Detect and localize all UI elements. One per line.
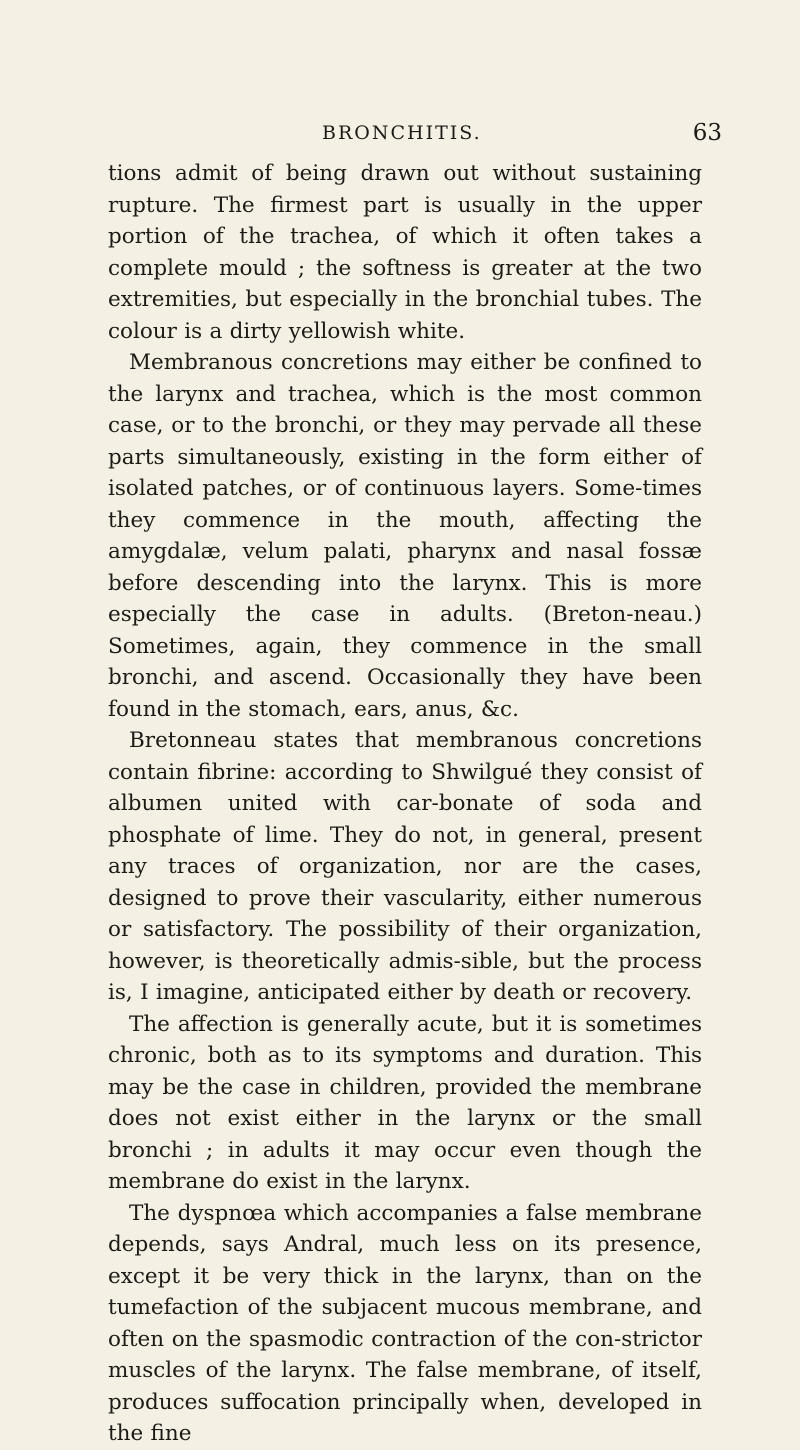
running-head	[0, 118, 800, 148]
paragraph-dyspnoea: The dyspnœa which accompanies a false membrane depends, says Andral, much less on its presence, except it be very thick in the larynx, than on the tumefaction of the subjacent mucous membrane, and often on the spasmodic contraction of the con-strictor muscles of the larynx. The false membrane, of itself, produces suffocation principally when, developed in the fine	[108, 1200, 702, 1446]
paragraph-membranous-concretions: Membranous concretions may either be confined to the larynx and trachea, which is the most common case, or to the bronchi, or they may pervade all these parts simultaneously, existing in the form either of isolated patches, or of continuous layers. Some-times they commence in the mouth, affecting the amygdalæ, velum palati, pharynx and nasal fossæ before descending into the larynx. This is more especially the case in adults. (Breton-neau.) Sometimes, again, they commence in the small bronchi, and ascend. Occasionally they have been found in the stomach, ears, anus, &c.	[108, 350, 702, 722]
body-text	[108, 158, 702, 1450]
running-title: BRONCHITIS.	[322, 122, 482, 144]
page-number: 63	[692, 120, 722, 146]
paragraph-continuation: tions admit of being drawn out without sustaining rupture. The firmest part is usually in the upper portion of the trachea, of which it often takes a complete mould ; the softness is greater at the two extremities, but especially in the bronchial tubes. The colour is a dirty yellowish white.	[108, 161, 702, 344]
paragraph-affection: The affection is generally acute, but it is sometimes chronic, both as to its symptoms and duration. This may be the case in children, provided the membrane does not exist either in the larynx or the small bronchi ; in adults it may occur even though the membrane do exist in the larynx.	[108, 1011, 702, 1194]
paragraph-bretonneau: Bretonneau states that membranous concretions contain fibrine: according to Shwilgué they consist of albumen united with car-bonate of soda and phosphate of lime. They do not, in general, present any traces of organization, nor are the cases, designed to prove their vascularity, either numerous or satisfactory. The possibility of their organization, however, is theoretically admis-sible, but the process is, I imagine, anticipated either by death or recovery.	[108, 728, 702, 1005]
